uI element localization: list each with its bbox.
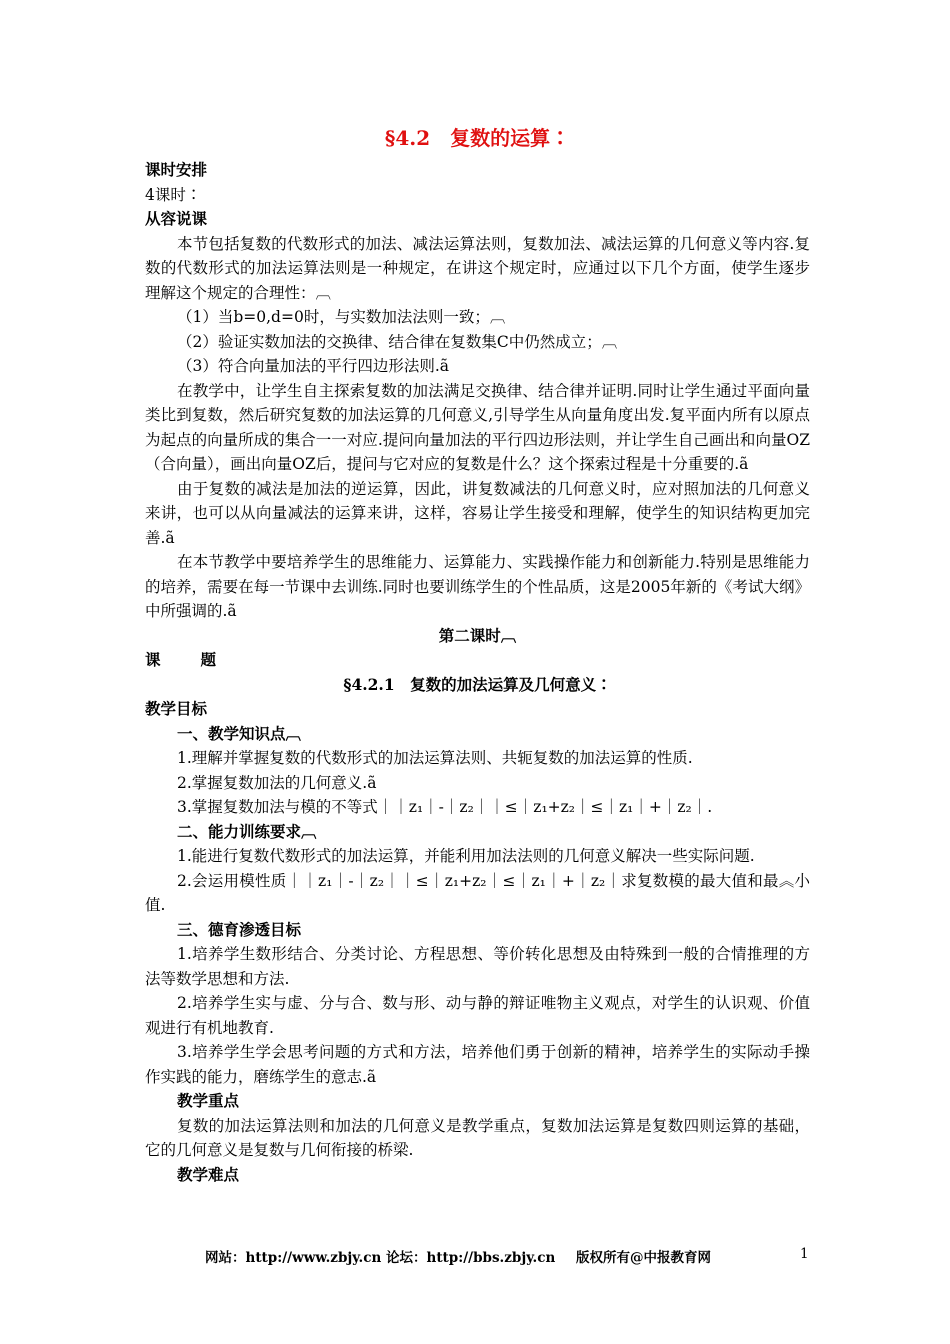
intro-paragraph-2: 在教学中，让学生自主探索复数的加法满足交换律、结合律并证明.同时让学生通过平面向量类比到复数，然后研究复数的加法运算的几何意义,引导学生从向量角度出发.复平面内所有以原点为起点的向量所成的集合一一对应.提问向量加法的平行四边形法则，并让学生自己画出和向量OZ（合向量），画出向量OZ后，提问与它对应的复数是什么？这个探索过程是十分重要的.ã	[145, 381, 810, 473]
topic-label-b: 题	[200, 650, 217, 669]
intro-paragraph-1: 本节包括复数的代数形式的加法、减法运算法则，复数加法、减法运算的几何意义等内容.复数的代数形式的加法运算法则是一种规定，在讲这个规定时，应通过以下几个方面，使学生逐步理解这个规定的合理性：︹	[145, 234, 810, 302]
lesson-heading: 第二课时︹	[438, 625, 517, 645]
goal-2-heading: 二、能力训练要求︹	[177, 821, 317, 841]
schedule-text: 4课时∶	[145, 185, 202, 204]
page-number: 1	[800, 1246, 809, 1262]
intro-item-2: （2）验证实数加法的交换律、结合律在复数集C中仍然成立；︹	[177, 332, 618, 351]
goal-2-item-2: 2.会运用模性质｜｜z₁｜-｜z₂｜｜≤｜z₁+z₂｜≤｜z₁｜+｜z₂｜求复数模的最大值和最︽小值.	[145, 871, 810, 914]
heading-schedule: 课时安排	[145, 160, 208, 179]
heading-focus: 教学重点	[177, 1091, 240, 1110]
intro-paragraph-3: 由于复数的减法是加法的逆运算，因此，讲复数减法的几何意义时，应对照加法的几何意义来讲，也可以从向量减法的运算来讲，这样，容易让学生接受和理解，使学生的知识结构更加完善.ã	[145, 479, 810, 547]
heading-difficult: 教学难点	[177, 1164, 240, 1184]
goal-3-item-1: 1.培养学生数形结合、分类讨论、方程思想、等价转化思想及由特殊到一般的合情推理的方法等数学思想和方法.	[145, 945, 810, 988]
heading-goals: 教学目标	[145, 699, 208, 718]
document-page	[145, 124, 810, 1187]
goal-3-item-3: 3.培养学生学会思考问题的方式和方法，培养他们勇于创新的精神，培养学生的实际动手操作实践的能力，磨练学生的意志.ã	[145, 1043, 810, 1086]
footer-website: 网站：http://www.zbjy.cn	[205, 1250, 382, 1266]
intro-item-3: （3）符合向量加法的平行四边形法则.ã	[177, 357, 450, 375]
intro-item-1: （1）当b=0,d=0时，与实数加法法则一致；︹	[177, 308, 506, 326]
page-title: §4.2 复数的运算∶	[384, 126, 571, 150]
goal-1-item-2: 2.掌握复数加法的几何意义.ã	[177, 773, 377, 792]
footer-forum: 论坛：http://bbs.zbjy.cn	[386, 1250, 556, 1266]
footer-copyright: 版权所有@中报教育网	[576, 1250, 711, 1266]
goal-2-item-1: 1.能进行复数代数形式的加法运算，并能利用加法法则的几何意义解决一些实际问题.	[177, 847, 755, 865]
section-title: §4.2.1 复数的加法运算及几何意义∶	[343, 674, 612, 694]
goal-3-item-2: 2.培养学生实与虚、分与合、数与形、动与静的辩证唯物主义观点，对学生的认识观、价值观进行有机地教育.	[145, 994, 810, 1037]
page-footer	[0, 1246, 950, 1268]
intro-paragraph-4: 在本节教学中要培养学生的思维能力、运算能力、实践操作能力和创新能力.特别是思维能力的培养，需要在每一节课中去训练.同时也要训练学生的个性品质，这是2005年新的《考试大纲》中所强调的.ã	[145, 553, 810, 620]
focus-text: 复数的加法运算法则和加法的几何意义是教学重点，复数加法运算是复数四则运算的基础，它的几何意义是复数与几何衔接的桥梁.	[145, 1116, 810, 1159]
goal-3-heading: 三、德育渗透目标	[177, 919, 302, 939]
topic-label-a: 课	[145, 650, 161, 669]
heading-intro: 从容说课	[145, 209, 208, 228]
goal-1-heading: 一、教学知识点︹	[177, 723, 302, 743]
goal-1-item-1: 1.理解并掌握复数的代数形式的加法运算法则、共轭复数的加法运算的性质.	[177, 749, 693, 767]
goal-1-item-3: 3.掌握复数加法与模的不等式｜｜z₁｜-｜z₂｜｜≤｜z₁+z₂｜≤｜z₁｜+｜z₂｜.	[177, 798, 713, 816]
topic-label	[145, 648, 810, 673]
